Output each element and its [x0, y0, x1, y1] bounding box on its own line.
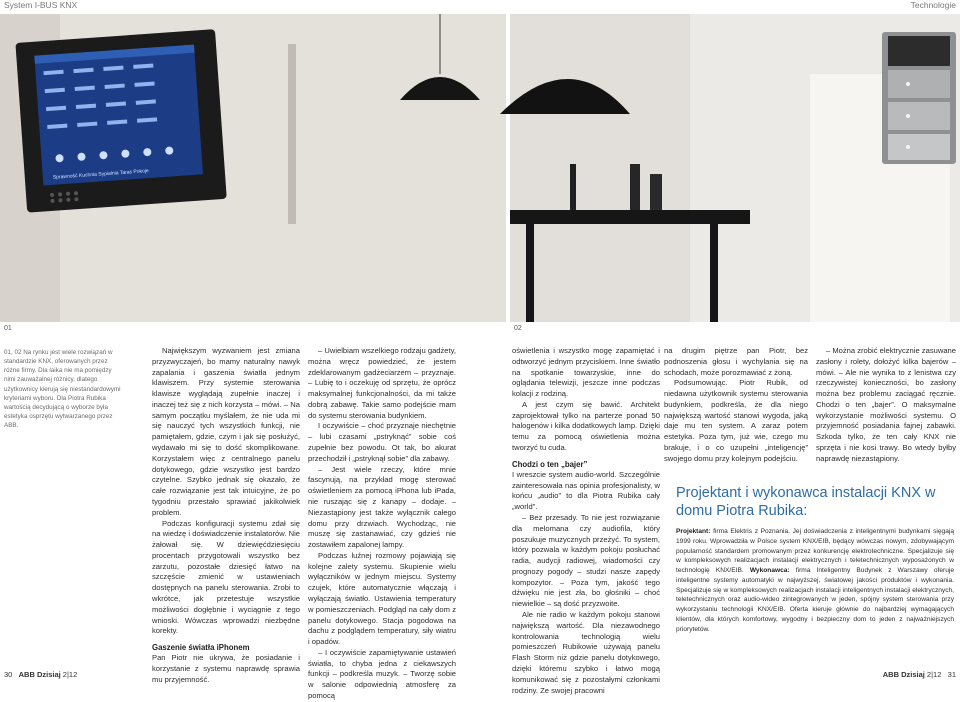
- paragraph: na drugim piętrze pan Piotr, bez podnoszenia głosu i wychylania się na schodach, może porozmawiać z żoną.: [664, 346, 808, 377]
- panel-statusbar-text: Sprawność Kuchnia Sypialnia Taras Pokoje: [52, 168, 149, 181]
- figure-number-2: 02: [514, 325, 522, 332]
- magazine-name-right: ABB Dzisiaj: [882, 670, 925, 679]
- page-number-right: 31: [947, 670, 956, 679]
- paragraph: I wreszcie system audio-world. Szczególnie zainteresowała nas opinia profesjonalisty, w końcu „audio” to dla Piotra Rubika cały „world”.: [512, 469, 660, 512]
- paragraph: Podsumowując. Piotr Rubik, od niedawna użytkownik systemu sterowania budynkiem, podkreśla, że dla niego największą wartość stanowi wygoda, jaką daje mu ten system. A zaraz potem estetyka. Poza tym, już wie, czego mu brakuje, i o co uzupełni „inteligencję” swojego domu przy kolejnym podejściu.: [664, 378, 808, 463]
- article-column-2: [308, 346, 456, 702]
- article-column-3: [512, 346, 660, 696]
- paragraph: – Bez przesady. To nie jest rozwiązanie dla melomana czy audiofila, który poszukuje muzycznych przeżyć. To system, który pozwala w każdym pokoju posłuchać radia, audycji radiowej, wiadomości czy prognozy pogody – studzi nasze zapędy kompozytor. – Poza tym, jakość tego dźwięku nie jest zła, bo głośniki – choć niewielkie – są dość przyzwoite.: [512, 513, 660, 609]
- figure-caption: 01, 02 Na rynku jest wiele rozwiązań w standardzie KNX, oferowanych przez różne firmy. Dla laika nie ma pomiędzy nimi zauważalnej różnicy, dlatego użytkownicy kierują się niestandardowymi kryteriami wyboru. Dla Piotra Rubika wartością decydującą o wyborze była estetyka osprzętu wytwarzanego przez ABB.: [4, 349, 121, 429]
- magazine-name-left: ABB Dzisiaj: [18, 670, 61, 679]
- article-column-1: [152, 346, 300, 686]
- paragraph: Pan Piotr nie ukrywa, że posiadanie i korzystanie z systemu naprawdę sprawia mu przyjemność.: [152, 653, 300, 684]
- photo-interior: [510, 14, 960, 322]
- touch-panel-illustration: [0, 14, 506, 322]
- paragraph: – Uwielbiam wszelkiego rodzaju gadżety, można wręcz powiedzieć, że jestem zdeklarowanym gadżeciarzem – przyznaje. – Lubię to i oczekuję od sprzętu, że oprócz maksymalnej funkcjonalności, da mi także dobrą zabawę. Takie samo podejście mam do systemu sterowania budynkiem.: [308, 346, 456, 420]
- designer-text: firma Elektris z Poznania. Jej doświadczenia z inteligentnymi budynkami sięgają 1999 roku. Wprowadziła w Polsce system KNX/EIB, będący wówczas nowym, zdobywającym popularność standardem promowanym przez konkurencję elektrotechniczne. Specjalizuje się w kompleksowych realizacjach instalacji elektrycznych i teletechnicznych wyposażonych w technologię KNX/EIB.: [676, 528, 954, 574]
- running-header-left: System I-BUS KNX: [4, 0, 78, 10]
- section-heading: Chodzi o ten „bajer”: [512, 459, 588, 469]
- paragraph: – Jest wiele rzeczy, które mnie fascynują, na przykład mogę sterować oświetleniem za pomocą iPhona lub iPada, nie ruszając się z kanapy – dodaje. – Niezastąpiony jest także wyłącznik całego domu przy drzwiach. Wychodząc, nie muszę się zastanawiać, czy gdzieś nie zostawiłem zapalonej lampy.: [308, 464, 456, 550]
- paragraph: Podczas konfiguracji systemu zdał się na wiedzę i doświadczenie instalatorów. Nie żałował się. W dziewięćdziesięciu procentach przygotowali wszystko bez zarzutu, pozostałe dziesięć łatwo na szczęście zmienić w ustawieniach dostępnych na panelu sterowania. Zrobi to wkrótce, jak przetestuje wszystkie możliwości dogłębnie i wyciągnie z tego wnioski. Wówczas wprowadzi niezbędne korekty.: [152, 518, 300, 636]
- interior-illustration: [510, 14, 960, 322]
- infobox-title: Projektant i wykonawca instalacji KNX w domu Piotra Rubika:: [676, 485, 936, 520]
- paragraph: – Można zrobić elektrycznie zasuwane zasłony i rolety, dołożyć kilka bajerów – mówi. – Ale nie wynika to z lenistwa czy rzeczywistej konieczności, bo zasłony można bez problemu zaciągać ręcznie. Chodzi o ten „bajer”. O maksymalne wykorzystanie możliwości systemu. O przyjemność posiadania fajnej zabawki. Szkoda tylko, że ten cały KNX nie sprzęta i nie kosi trawy. Bo wtedy byłby naprawdę niezastąpiony.: [816, 346, 956, 463]
- paragraph: Ale nie radio w każdym pokoju stanowi największą wartość. Dla niezawodnego kontrolowania technologią wielu pomieszczeń Rubikowie używają panelu Flash Storm niż gdzie panelu dotykowego, dzięki któremu szybko i łatwo mogą komunikować się z pozostałymi członkami rodziny. Ze swojej pracowni: [512, 610, 660, 695]
- running-header-right: Technologie: [910, 0, 956, 10]
- article-column-5: [816, 346, 956, 465]
- paragraph: A jest czym się bawić. Architekt zaprojektował tylko na parterze ponad 50 halogenów i kilka dodatkowych lamp. Dzięki temu za pomocą oświetlenia można tworzyć tu cuda.: [512, 399, 660, 453]
- paragraph: oświetlenia i wszystko mogę zapamiętać i odtworzyć jednym przyciskiem. Inne światło na spotkanie towarzyskie, inne do oglądania telewizji, jeszcze inne podczas kolacji z rodziną.: [512, 346, 660, 399]
- issue-left: 2|12: [62, 670, 78, 679]
- footer-right: [883, 670, 956, 679]
- figure-number-1: 01: [4, 325, 12, 332]
- contractor-text: firma Inteligentny Budynek z Warszawy oferuje inteligentne systemy automatyki w najwyższej, światowej jakości produktów i wykonania. Specjalizuje się w kompleksowych realizacjach instalacji inteligentnych instalacji elektrycznych, teletechnicznych oraz audio-wideo zintegrowanych w jeden, spójny system sterowania przy wykorzystaniu technologii KNX/EIB. Oferta kieruje głównie do najbardziej wymagających klientów, dla których komfortowy, wygodny i bezpieczny dom to jeden z najważniejszych priorytetów.: [676, 567, 954, 633]
- designer-label: Projektant:: [676, 528, 711, 535]
- section-heading: Gaszenie światła iPhonem: [152, 643, 250, 653]
- photo-touch-panel: [0, 14, 506, 322]
- contractor-label: Wykonawca:: [749, 567, 790, 574]
- paragraph: Największym wyzwaniem jest zmiana przyzwyczajeń, bo mamy naturalny nawyk zapalania i gaszenia światła jednym klawiszem. Przy systemie sterowania klawisze wyglądają zupełnie inaczej i inaczej też się z nich korzysta – mówi. – Na samym początku myślałem, że nie uda mi się nauczyć tych wszystkich funkcji, nie pamiętałem, gdzie, czym i jak się posłużyć, wydawało mi się to dość skomplikowane. Korzystałem więc z centralnego panelu dotykowego, gdzie wszystko jest bardzo czytelne. Szybko jednak się okazało, że całe rozwiązanie jest tak intuicyjne, że po tygodniu przestało sprawiać jakikolwiek problem.: [152, 346, 300, 517]
- article-column-4: [664, 346, 808, 465]
- issue-right: 2|12: [926, 670, 942, 679]
- paragraph: I oczywiście – choć przyznaje niechętnie – lubi czasami „pstryknąć” sobie coś zupełnie bez powodu. Ot tak, bo akurat przechodził i „pstryknął sobie” dla zabawy.: [308, 421, 456, 463]
- paragraph: Podczas luźnej rozmowy pojawiają się kolejne zalety systemu. Skupienie wielu wyłączników w jednym miejscu. Systemy czujek, które automatycznie włączają i wyłączają światło. Ustawienia temperatury w pomieszczeniach. Podgląd na cały dom z panelu dotykowego. Stacja pogodowa na dachu z podglądem temperatury, siły wiatru i opadów.: [308, 550, 456, 647]
- page-number-left: 30: [4, 670, 13, 679]
- paragraph: – I oczywiście zapamiętywanie ustawień światła, to chyba jedna z ciekawszych funkcji – podkreśla muzyk. – Tworzę sobie w salonie odpowiednią atmosferę za pomocą: [308, 647, 456, 700]
- footer-left: [4, 670, 77, 679]
- infobox-body: [676, 527, 954, 634]
